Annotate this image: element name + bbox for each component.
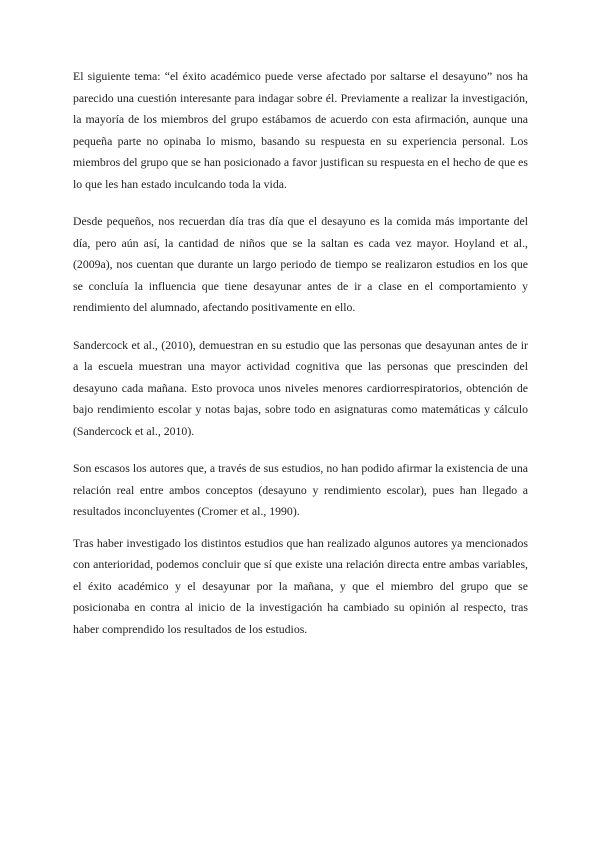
document-body [73, 66, 528, 640]
paragraph-background: Desde pequeños, nos recuerdan día tras día que el desayuno es la comida más importante del día, pero aún así, la cantidad de niños que se la saltan es cada vez mayor. Hoyland et al., (2009a), nos cuentan que durante un largo periodo de tiempo se realizaron estudios en los que se concluía la influencia que tiene desayunar antes de ir a clase en el comportamiento y rendimiento del alumnado, afectando positivamente en ello. [73, 214, 528, 314]
paragraph-counter-evidence: Son escasos los autores que, a través de sus estudios, no han podido afirmar la existencia de una relación real entre ambos conceptos (desayuno y rendimiento escolar), pues han llegado a resultados inconcluyentes (Cromer et al., 1990). [73, 461, 528, 518]
paragraph-conclusion: Tras haber investigado los distintos estudios que han realizado algunos autores ya mencionados con anterioridad, podemos concluir que sí que existe una relación directa entre ambas variables, el éxito académico y el desayunar por la mañana, y que el miembro del grupo que se posicionaba en contra al inicio de la investigación ha cambiado su opinión al respecto, tras haber comprendido los resultados de los estudios. [73, 535, 528, 636]
paragraph-sandercock: Sandercock et al., (2010), demuestran en su estudio que las personas que desayunan antes de ir a la escuela muestran una mayor actividad cognitiva que las personas que prescinden del desayuno cada mañana. Esto provoca unos niveles menores cardiorrespiratorios, obtención de bajo rendimiento escolar y notas bajas, sobre todo en asignaturas como matemáticas y cálculo (Sandercock et al., 2010). [73, 337, 528, 438]
paragraph-intro: El siguiente tema: “el éxito académico puede verse afectado por saltarse el desayuno” nos ha parecido una cuestión interesante para indagar sobre él. Previamente a realizar la investigación, la mayoría de los miembros del grupo estábamos de acuerdo con esta afirmación, aunque una pequeña parte no opinaba lo mismo, basando su respuesta en su experiencia personal. Los miembros del grupo que se han posicionado a favor justifican su respuesta en el hecho de que es lo que les han estado inculcando toda la vida. [73, 69, 528, 191]
